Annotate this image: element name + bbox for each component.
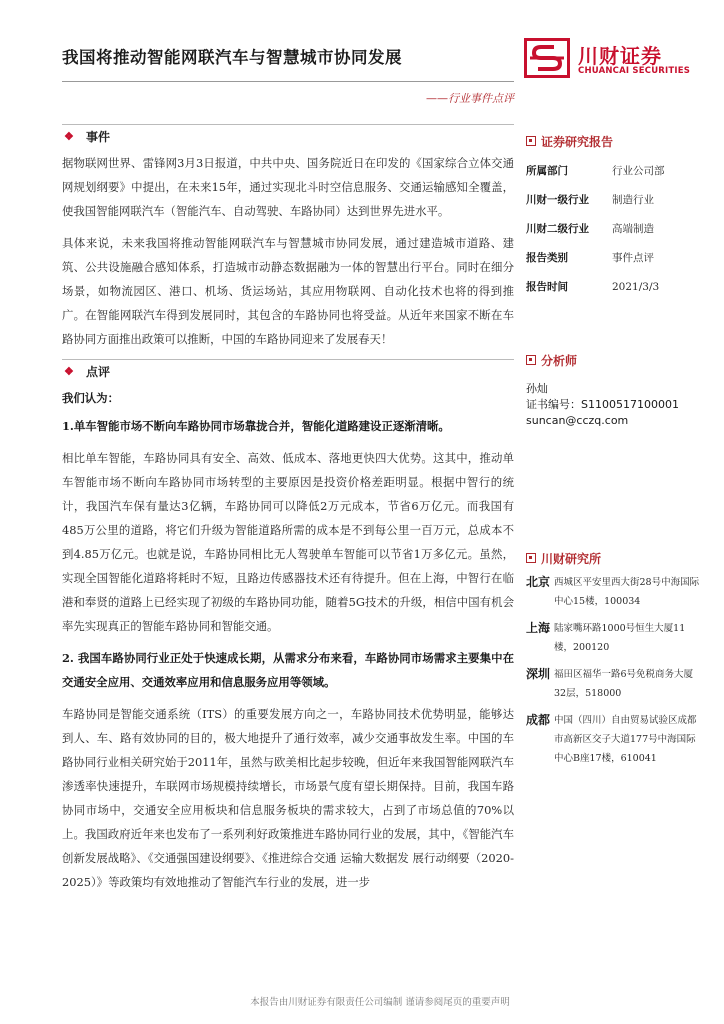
header-divider	[62, 81, 514, 82]
institute-heading-label: 川财研究所	[541, 551, 602, 566]
logo-english-name: CHUANCAI SECURITIES	[578, 66, 691, 76]
office-address: 陆家嘴环路1000号恒生大厦11楼，200120	[554, 623, 686, 653]
report-heading-label: 证券研究报告	[541, 134, 614, 149]
info-row	[526, 214, 716, 243]
office-entry	[526, 665, 716, 703]
info-key: 川财二级行业	[526, 223, 589, 235]
square-bullet-icon	[526, 553, 536, 563]
we-think-label: 我们认为：	[62, 391, 119, 405]
office-entry	[526, 711, 716, 768]
diamond-bullet-icon: ❖	[64, 364, 74, 378]
event-paragraph: 据物联网世界、雷锋网3月3日报道，中共中央、国务院近日在印发的《国家综合立体交通网规划纲要》中提出，在未来15年，通过实现北斗时空信息服务、交通运输感知全覆盖，使我国智能网联汽车（智能汽车、自动驾驶、车路协同）达到世界先进水平。	[62, 156, 514, 218]
analyst-cert: 证书编号：S1100517100001	[526, 398, 679, 411]
office-city: 上海	[526, 621, 551, 635]
info-value: 行业公司部	[612, 165, 665, 177]
info-row	[526, 185, 716, 214]
analyst-email[interactable]: suncan@cczq.com	[526, 414, 629, 427]
info-key: 所属部门	[526, 165, 568, 177]
info-row	[526, 243, 716, 272]
office-address: 福田区福华一路6号免税商务大厦32层，518000	[554, 669, 694, 699]
comment-heading-label: 点评	[86, 364, 111, 379]
office-entry	[526, 573, 716, 611]
event-heading	[62, 127, 514, 145]
office-city: 深圳	[526, 667, 551, 681]
page-title: 我国将推动智能网联汽车与智慧城市协同发展	[62, 48, 402, 67]
info-key: 川财一级行业	[526, 194, 589, 206]
diamond-bullet-icon: ❖	[64, 129, 74, 143]
office-entry	[526, 619, 716, 657]
event-paragraph: 具体来说，未来我国将推动智能网联汽车与智慧城市协同发展，通过建造城市道路、建筑、公共设施融合感知体系，打造城市动静态数据融为一体的智慧出行平台。同时在细分场景，如物流园区、港口、机场、货运场站，其应用物联网、自动化技术也将的得到推广。在智能网联汽车得到发展同时，其包含的车路协同也将受益。从近年来国家不断在车路协同方面推出政策可以推断，中国的车路协同迎来了发展春天！	[62, 236, 514, 346]
main-content	[62, 124, 514, 902]
office-city: 成都	[526, 713, 551, 727]
info-value: 高端制造	[612, 223, 654, 235]
page-subtitle: ——行业事件点评	[426, 92, 514, 105]
point-1-title: 1.单车智能市场不断向车路协同市场靠拢合并，智能化道路建设正逐渐清晰。	[62, 419, 450, 433]
report-heading	[526, 132, 716, 150]
brand-logo	[524, 38, 716, 78]
info-row	[526, 156, 716, 185]
office-address: 中国（四川）自由贸易试验区成都市高新区交子大道177号中海国际中心B座17楼，610041	[554, 715, 697, 764]
point-2-body: 车路协同是智能交通系统（ITS）的重要发展方向之一，车路协同技术优势明显，能够达到人、车、路有效协同的目的，极大地提升了通行效率，减少交通事故发生率。中国的车路协同行业相关研究始于2011年，虽然与欧美相比起步较晚，但近年来我国智能网联汽车渗透率快速提升，车联网市场规模持续增长，市场景气度有望长期保持。目前，我国车路协同市场中，交通安全应用板块和信息服务板块的需求较大，占到了市场总值的70%以上。我国政府近年来也发布了一系列利好政策推进车路协同行业的发展，其中，《智能汽车创新发展战略》、《交通强国建设纲要》、《推进综合交通 运输大数据发 展行动纲要（2020-2025）》等政策均有效地推动了智能汽车行业的发展，进一步	[62, 707, 514, 889]
chuancai-logo-icon	[524, 38, 570, 78]
point-1-body: 相比单车智能，车路协同具有安全、高效、低成本、落地更快四大优势。这其中，推动单车智能市场不断向车路协同市场转型的主要原因是投资价格差距明显。根据中智行的统计，我国汽车保有量达3亿辆，车路协同可以降低2万元成本，节省6万亿元。而我国有485万公里的道路，将它们升级为智能道路所需的成本是不到每公里一百万元，总成本不到4.85万亿元。也就是说，车路协同相比无人驾驶单车智能可以节省1万多亿元。虽然，实现全国智能化道路将耗时不短，且路边传感器技术还有待提升。但在上海，中智行在临港和奉贤的道路上已经实现了初级的车路协同功能，随着5G技术的升级，相信中国有机会率先实现真正的智能车路协同和智能交通。	[62, 451, 514, 633]
office-city: 北京	[526, 575, 551, 589]
point-2-title: 2. 我国车路协同行业正处于快速成长期，从需求分布来看，车路协同市场需求主要集中在交通安全应用、交通效率应用和信息服务应用等领域。	[62, 651, 514, 689]
comment-heading	[62, 362, 514, 380]
square-bullet-icon	[526, 355, 536, 365]
info-key: 报告类别	[526, 252, 568, 264]
sidebar	[526, 132, 716, 776]
footer-disclaimer: 本报告由川财证券有限责任公司编制 谨请参阅尾页的重要声明	[250, 997, 510, 1008]
info-value: 制造行业	[612, 194, 654, 206]
analyst-name: 孙灿	[526, 382, 548, 395]
institute-heading	[526, 549, 716, 567]
info-value: 2021/3/3	[612, 280, 660, 293]
square-bullet-icon	[526, 136, 536, 146]
analyst-heading	[526, 351, 716, 369]
section-divider	[62, 124, 514, 125]
event-heading-label: 事件	[86, 129, 111, 144]
info-key: 报告时间	[526, 281, 568, 293]
analyst-heading-label: 分析师	[541, 353, 578, 368]
logo-chinese-name: 川财证券	[578, 44, 662, 68]
info-value: 事件点评	[612, 252, 654, 264]
section-divider	[62, 359, 514, 360]
office-address: 西城区平安里西大街28号中海国际中心15楼，100034	[554, 577, 700, 607]
info-row	[526, 272, 716, 301]
